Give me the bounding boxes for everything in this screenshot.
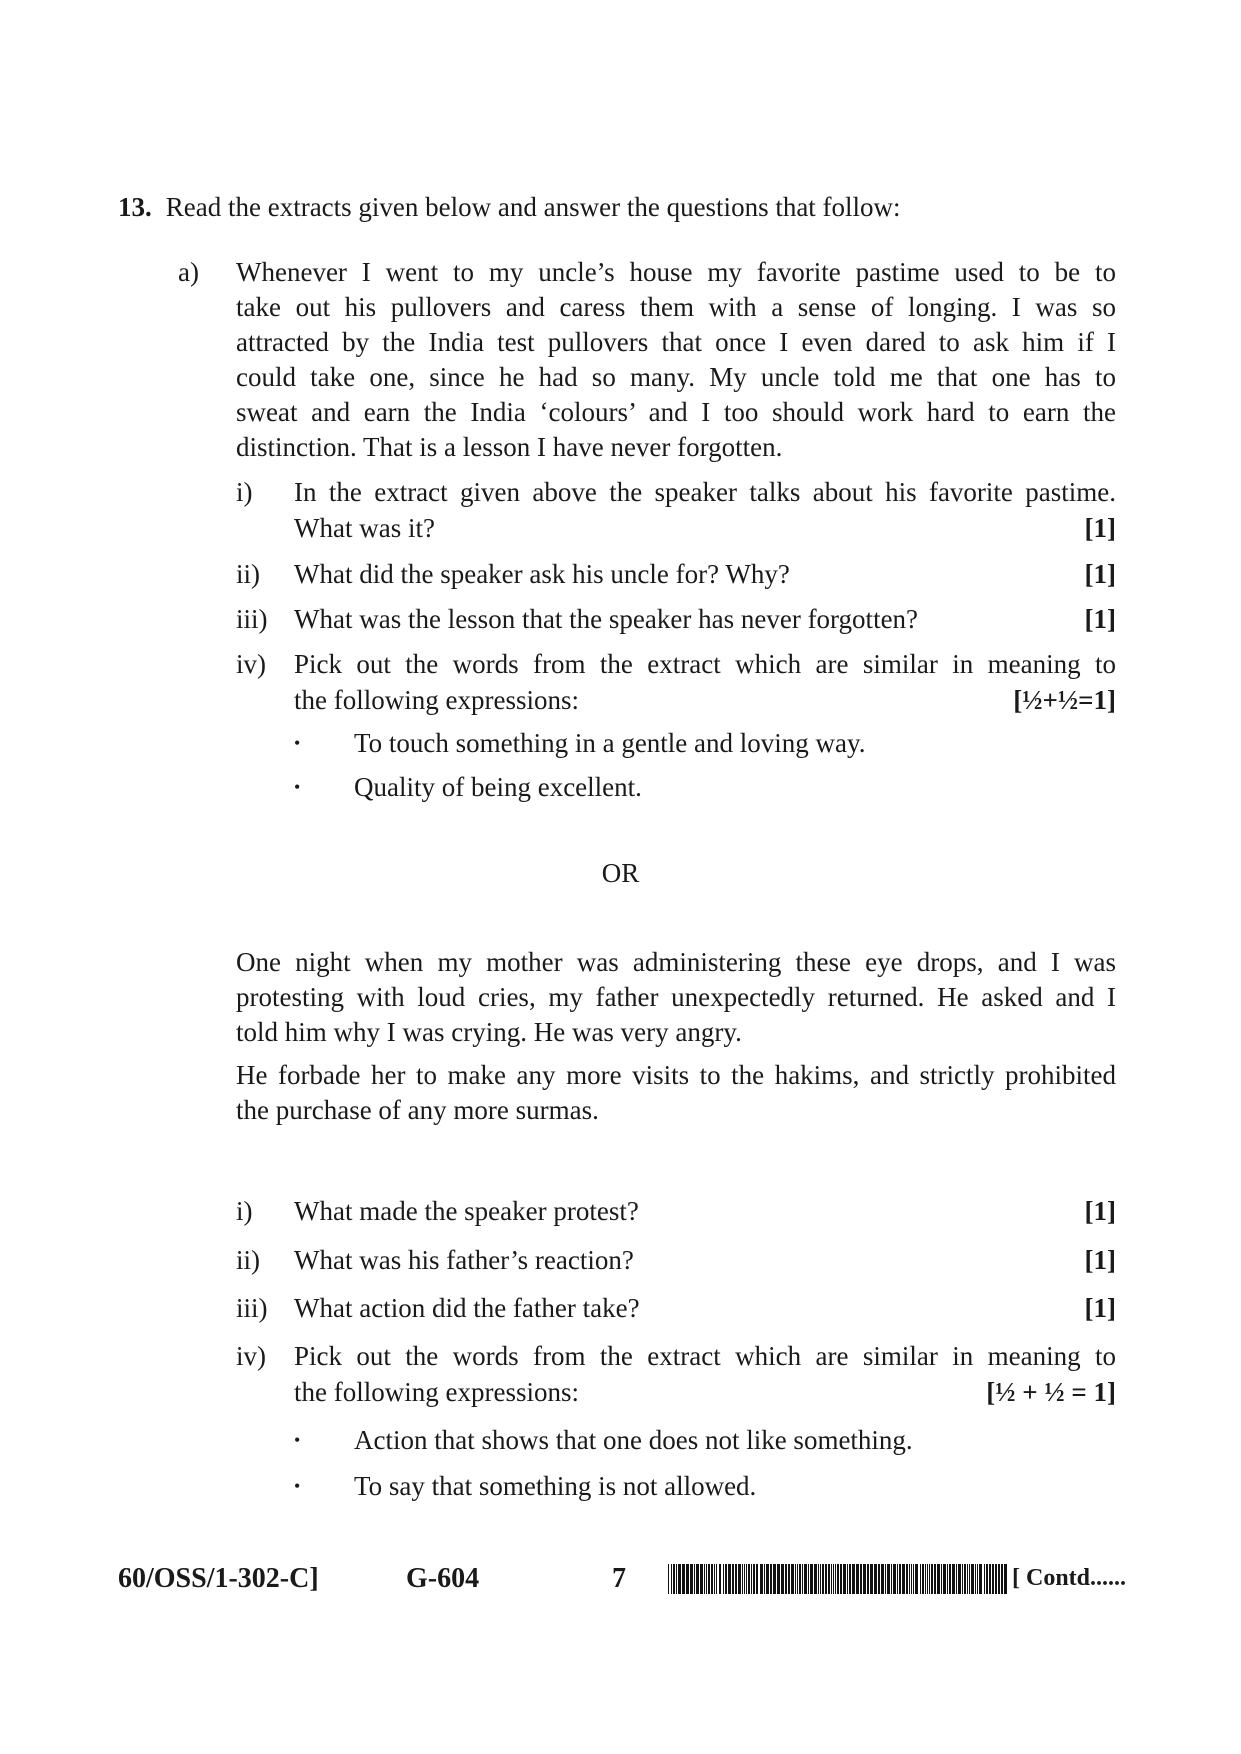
bullet-text: To say that something is not allowed. <box>354 1471 757 1501</box>
question-text: What made the speaker protest? <box>294 1196 639 1226</box>
question-heading <box>118 190 901 224</box>
question-text: the following expressions: <box>294 1377 579 1407</box>
part-a-label: a) <box>178 257 199 287</box>
extract-a-line: distinction. That is a lesson I have never forgotten. <box>236 432 783 462</box>
question-b-i <box>236 1193 1116 1229</box>
question-text: What was his father’s reaction? <box>294 1245 634 1275</box>
question-text: Pick out the words from the extract which are similar in meaning to <box>294 649 1116 679</box>
question-text: What was the lesson that the speaker has never forgotten? <box>294 604 919 634</box>
bullet-icon: • <box>294 777 301 797</box>
question-text: Pick out the words from the extract which are similar in meaning to <box>294 1341 1116 1371</box>
marks: [1] <box>1084 513 1116 543</box>
question-a-iii <box>236 601 1116 637</box>
extract-b-line: protesting with loud cries, my father unexpectedly returned. He asked and I <box>236 982 1116 1012</box>
question-text: What did the speaker ask his uncle for? Why? <box>294 559 790 589</box>
bullet-icon: • <box>294 733 301 753</box>
marks: [1] <box>1084 1196 1116 1226</box>
question-numeral: i) <box>236 477 253 507</box>
question-numeral: ii) <box>236 1245 260 1275</box>
marks: [½+½=1] <box>1013 685 1116 715</box>
bullet-text: Quality of being excellent. <box>354 772 642 802</box>
marks: [1] <box>1084 1293 1116 1323</box>
or-divider: OR <box>601 858 640 888</box>
question-instruction: Read the extracts given below and answer the questions that follow: <box>165 192 901 222</box>
extract-b-line: One night when my mother was administering these eye drops, and I was <box>236 947 1116 977</box>
question-b-iv <box>236 1338 1116 1410</box>
extract-b-line: the purchase of any more surmas. <box>236 1095 599 1125</box>
question-numeral: i) <box>236 1196 253 1226</box>
bullet-icon: • <box>294 1476 301 1496</box>
extract-a-line: could take one, since he had so many. My uncle told me that one has to <box>236 362 1116 392</box>
question-numeral: iii) <box>236 604 268 634</box>
footer-contd: [ Contd...... <box>1012 1565 1127 1591</box>
extract-a-line: sweat and earn the India ‘colours’ and I too should work hard to earn the <box>236 397 1116 427</box>
question-numeral: iv) <box>236 649 266 679</box>
question-numeral: ii) <box>236 559 260 589</box>
question-number: 13. <box>118 192 152 222</box>
extract-a-line: attracted by the India test pullovers that once I even dared to ask him if I <box>236 327 1116 357</box>
question-a-i <box>236 474 1116 546</box>
extract-b-line: He forbade her to make any more visits to the hakims, and strictly prohibited <box>236 1060 1116 1090</box>
question-text: What was it? <box>294 513 435 543</box>
question-a-ii <box>236 556 1116 592</box>
footer-series: G-604 <box>406 1563 480 1594</box>
marks: [1] <box>1084 604 1116 634</box>
barcode-icon <box>668 1564 1008 1594</box>
extract-a-line: take out his pullovers and caress them with a sense of longing. I was so <box>236 292 1116 322</box>
question-numeral: iii) <box>236 1293 268 1323</box>
footer-page-number: 7 <box>612 1563 626 1594</box>
bullet-text: To touch something in a gentle and loving way. <box>354 728 866 758</box>
marks: [1] <box>1084 559 1116 589</box>
question-text: the following expressions: <box>294 685 579 715</box>
marks: [½ + ½ = 1] <box>986 1377 1116 1407</box>
extract-a-line: Whenever I went to my uncle’s house my favorite pastime used to be to <box>236 257 1116 287</box>
question-a-iv <box>236 646 1116 718</box>
question-text: What action did the father take? <box>294 1293 640 1323</box>
question-b-iii <box>236 1290 1116 1326</box>
question-text: In the extract given above the speaker talks about his favorite pastime. <box>294 477 1116 507</box>
marks: [1] <box>1084 1245 1116 1275</box>
question-numeral: iv) <box>236 1341 266 1371</box>
bullet-text: Action that shows that one does not like something. <box>354 1425 913 1455</box>
bullet-icon: • <box>294 1430 301 1450</box>
extract-b-line: told him why I was crying. He was very angry. <box>236 1017 742 1047</box>
footer-code: 60/OSS/1-302-C] <box>118 1563 319 1594</box>
question-b-ii <box>236 1242 1116 1278</box>
